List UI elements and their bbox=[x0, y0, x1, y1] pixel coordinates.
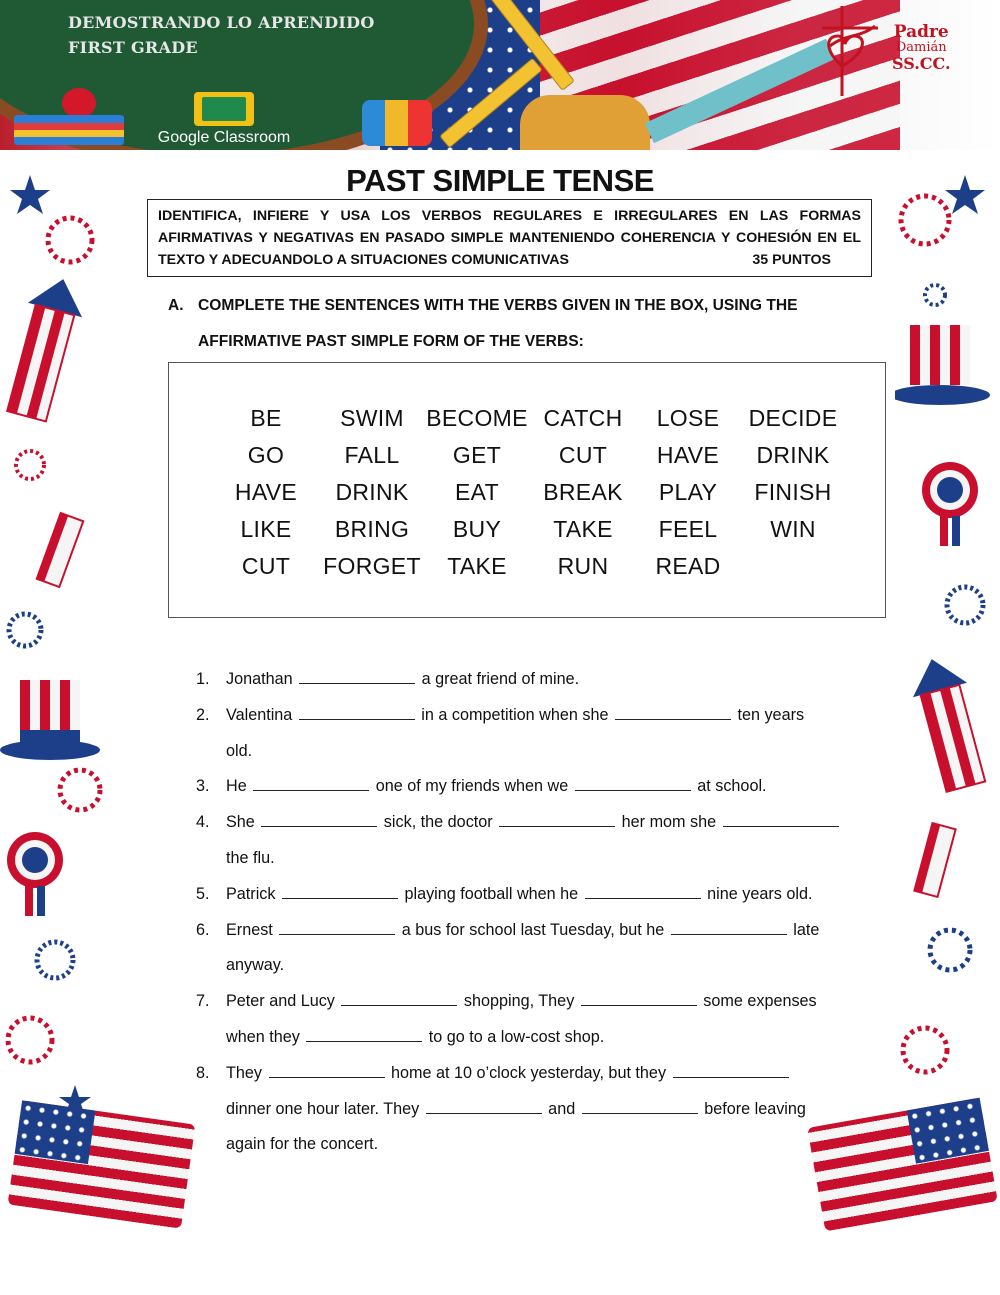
answer-blank[interactable] bbox=[723, 812, 839, 827]
question-line bbox=[226, 805, 866, 841]
sentence-text: a great friend of mine. bbox=[417, 670, 580, 688]
firework-icon bbox=[9, 614, 41, 646]
verb-cell: CUT bbox=[241, 553, 291, 579]
question-text bbox=[226, 662, 866, 698]
sentence-text: to go to a low-cost shop. bbox=[424, 1027, 605, 1046]
firework-icon bbox=[925, 285, 945, 305]
abc-blocks-icon bbox=[362, 100, 432, 146]
question-line bbox=[226, 662, 866, 698]
question-number: 7. bbox=[196, 992, 210, 1011]
rosette-icon bbox=[922, 462, 978, 546]
books-icon bbox=[14, 115, 124, 145]
sentence-text: She bbox=[226, 813, 260, 832]
verb-cell bbox=[739, 548, 847, 585]
verb-cell: BREAK bbox=[543, 479, 623, 505]
sentence-text: at school. bbox=[692, 777, 767, 796]
verb-cell: LIKE bbox=[240, 516, 292, 542]
question-continuation bbox=[226, 1020, 866, 1056]
question-continuation: anyway. bbox=[226, 956, 285, 975]
verb-cell: RUN bbox=[557, 553, 609, 579]
answer-blank[interactable] bbox=[585, 884, 701, 899]
google-classroom-icon bbox=[194, 92, 254, 126]
question-line bbox=[226, 913, 866, 949]
answer-blank[interactable] bbox=[299, 669, 415, 684]
answer-blank[interactable] bbox=[582, 1099, 698, 1114]
question-number: 8. bbox=[196, 1063, 210, 1082]
backpack-icon bbox=[520, 95, 650, 150]
answer-blank[interactable] bbox=[615, 705, 731, 720]
question-item bbox=[196, 984, 866, 1056]
question-item bbox=[196, 805, 866, 877]
sentence-text: late bbox=[788, 920, 820, 939]
firework-icon bbox=[947, 587, 983, 623]
uncle-sam-hat-icon bbox=[895, 325, 990, 405]
rocket-icon bbox=[905, 652, 993, 794]
verb-cell: DECIDE bbox=[748, 405, 838, 431]
sentence-text: He bbox=[226, 777, 252, 796]
question-continuation: the flu. bbox=[226, 848, 275, 867]
question-line bbox=[226, 769, 866, 805]
sentence-text: shopping, They bbox=[459, 992, 579, 1011]
sentence-text: and bbox=[543, 1099, 580, 1118]
question-text bbox=[226, 769, 866, 805]
question-continuation: again for the concert. bbox=[226, 1135, 379, 1154]
logo-line1: Padre bbox=[893, 22, 949, 42]
answer-blank[interactable] bbox=[279, 920, 395, 935]
verb-cell: READ bbox=[655, 553, 721, 579]
question-text bbox=[226, 698, 866, 770]
verb-cell: DRINK bbox=[335, 479, 409, 505]
question-line bbox=[226, 877, 866, 913]
question-text bbox=[226, 913, 866, 985]
instruction-line1: COMPLETE THE SENTENCES WITH THE VERBS GIVEN IN THE BOX, USING THE bbox=[198, 297, 798, 314]
banner-title bbox=[68, 10, 375, 60]
objective-text: IDENTIFICA, INFIERE Y USA LOS VERBOS REGULARES E IRREGULARES EN LAS FORMAS AFIRMATIVAS Y NEGATIVAS EN PASADO SIMPLE MANTENIENDO COHERENCIA Y COHESIÓN EN EL TEXTO Y ADECUANDOLO A SITUACIONES COMUNICATIVAS bbox=[158, 208, 861, 268]
question-number: 1. bbox=[196, 670, 210, 688]
answer-blank[interactable] bbox=[671, 920, 787, 935]
verb-cell: TAKE bbox=[553, 516, 613, 542]
logo-line2: Damián bbox=[895, 40, 947, 55]
answer-blank[interactable] bbox=[253, 776, 369, 791]
rocket-icon bbox=[37, 513, 83, 587]
sentence-text: when they bbox=[226, 1027, 305, 1046]
school-logo-text bbox=[892, 24, 951, 72]
question-text bbox=[226, 984, 866, 1056]
answer-blank[interactable] bbox=[299, 705, 415, 720]
firework-icon bbox=[903, 1028, 947, 1072]
rosette-icon bbox=[7, 832, 63, 916]
question-item bbox=[196, 698, 866, 770]
banner-title-line2: FIRST GRADE bbox=[68, 38, 198, 57]
instruction-line2: AFFIRMATIVE PAST SIMPLE FORM OF THE VERBS: bbox=[198, 333, 584, 350]
question-item bbox=[196, 913, 866, 985]
instruction-a bbox=[168, 288, 858, 360]
sentence-text: dinner one hour later. They bbox=[226, 1099, 424, 1118]
flag-canton bbox=[15, 1100, 96, 1164]
rocket-icon bbox=[914, 823, 955, 897]
verb-cell: BUY bbox=[452, 516, 502, 542]
verb-cell: HAVE bbox=[656, 442, 720, 468]
answer-blank[interactable] bbox=[341, 991, 457, 1006]
sentence-text: one of my friends when we bbox=[371, 777, 573, 796]
verb-cell: FINISH bbox=[754, 479, 832, 505]
verb-cell: SWIM bbox=[340, 405, 404, 431]
sentence-text: home at 10 o’clock yesterday, but they bbox=[386, 1063, 671, 1082]
sentence-text: before leaving bbox=[699, 1099, 806, 1118]
answer-blank[interactable] bbox=[575, 776, 691, 791]
firework-icon bbox=[901, 196, 949, 244]
page-title: PAST SIMPLE TENSE bbox=[346, 163, 654, 198]
verb-cell: CUT bbox=[558, 442, 608, 468]
sentence-text: her mom she bbox=[617, 813, 721, 832]
question-item bbox=[196, 1056, 866, 1163]
question-item bbox=[196, 769, 866, 805]
sentence-text: They bbox=[226, 1063, 267, 1082]
verb-cell: BE bbox=[250, 405, 282, 431]
answer-blank[interactable] bbox=[282, 884, 398, 899]
question-item bbox=[196, 662, 866, 698]
answer-blank[interactable] bbox=[499, 812, 615, 827]
verb-cell: BECOME bbox=[426, 405, 528, 431]
points-label: 35 PUNTOS bbox=[752, 252, 831, 268]
answer-blank[interactable] bbox=[269, 1063, 385, 1078]
answer-blank[interactable] bbox=[426, 1099, 542, 1114]
question-number: 3. bbox=[196, 777, 210, 796]
question-number: 6. bbox=[196, 920, 210, 939]
question-number: 2. bbox=[196, 705, 210, 724]
answer-blank[interactable] bbox=[673, 1063, 789, 1078]
question-number: 4. bbox=[196, 813, 210, 832]
answer-blank[interactable] bbox=[581, 991, 697, 1006]
verb-cell: DRINK bbox=[756, 442, 830, 468]
question-text bbox=[226, 1056, 866, 1163]
verb-cell: BRING bbox=[334, 516, 410, 542]
header-banner bbox=[0, 0, 1000, 150]
verb-cell: WIN bbox=[770, 516, 816, 542]
firework-icon bbox=[37, 942, 73, 978]
question-item bbox=[196, 877, 866, 913]
question-text bbox=[226, 877, 866, 913]
question-line bbox=[226, 698, 866, 734]
verb-cell: CATCH bbox=[543, 405, 623, 431]
apple-icon bbox=[62, 88, 96, 118]
verb-cell: FORGET bbox=[323, 553, 421, 579]
verb-cell: LOSE bbox=[656, 405, 720, 431]
cross-heart-icon bbox=[820, 6, 880, 96]
verb-cell: FEEL bbox=[658, 516, 718, 542]
sentence-text: sick, the doctor bbox=[379, 813, 498, 832]
sentence-text: ten years bbox=[732, 705, 805, 724]
question-continuation bbox=[226, 1092, 866, 1128]
sentence-text: nine years old. bbox=[702, 884, 813, 903]
sentence-text: some expenses bbox=[698, 992, 817, 1011]
sentence-text: Peter and Lucy bbox=[226, 992, 340, 1011]
question-number: 5. bbox=[196, 884, 210, 903]
rocket-icon bbox=[0, 272, 90, 424]
sentence-text: Patrick bbox=[226, 884, 280, 903]
google-classroom-label: Google Classroom bbox=[157, 129, 291, 146]
sentence-text: playing football when he bbox=[399, 884, 583, 903]
sentence-text: Ernest bbox=[226, 920, 278, 939]
verb-cell: TAKE bbox=[447, 553, 507, 579]
objective-box bbox=[147, 199, 872, 277]
firework-icon bbox=[8, 1018, 52, 1062]
school-logo bbox=[820, 6, 990, 96]
verb-cell: EAT bbox=[455, 479, 499, 505]
verb-cell: HAVE bbox=[234, 479, 298, 505]
sentence-text: a bus for school last Tuesday, but he bbox=[397, 920, 669, 939]
sentence-text: in a competition when she bbox=[416, 705, 613, 724]
verb-cell: FALL bbox=[344, 442, 400, 468]
question-continuation: old. bbox=[226, 741, 253, 760]
logo-line3: SS.CC. bbox=[892, 54, 951, 73]
question-text bbox=[226, 805, 866, 877]
firework-icon bbox=[60, 770, 100, 810]
verb-cell: GET bbox=[452, 442, 502, 468]
question-line bbox=[226, 1056, 866, 1092]
sentence-text: Jonathan bbox=[226, 670, 298, 688]
firework-icon bbox=[930, 930, 970, 970]
answer-blank[interactable] bbox=[306, 1027, 422, 1042]
verb-cell: PLAY bbox=[658, 479, 718, 505]
verb-list bbox=[213, 400, 847, 585]
flag-canton bbox=[907, 1098, 989, 1164]
banner-title-line1: DEMOSTRANDO LO APRENDIDO bbox=[68, 13, 375, 32]
sentence-text: Valentina bbox=[226, 705, 297, 724]
firework-icon bbox=[48, 218, 92, 262]
uncle-sam-hat-icon bbox=[0, 680, 100, 760]
instruction-letter: A. bbox=[168, 297, 184, 314]
verb-cell: GO bbox=[247, 442, 285, 468]
google-classroom-badge bbox=[124, 92, 324, 147]
answer-blank[interactable] bbox=[261, 812, 377, 827]
question-list bbox=[196, 662, 866, 1163]
question-line bbox=[226, 984, 866, 1020]
firework-icon bbox=[16, 451, 44, 479]
